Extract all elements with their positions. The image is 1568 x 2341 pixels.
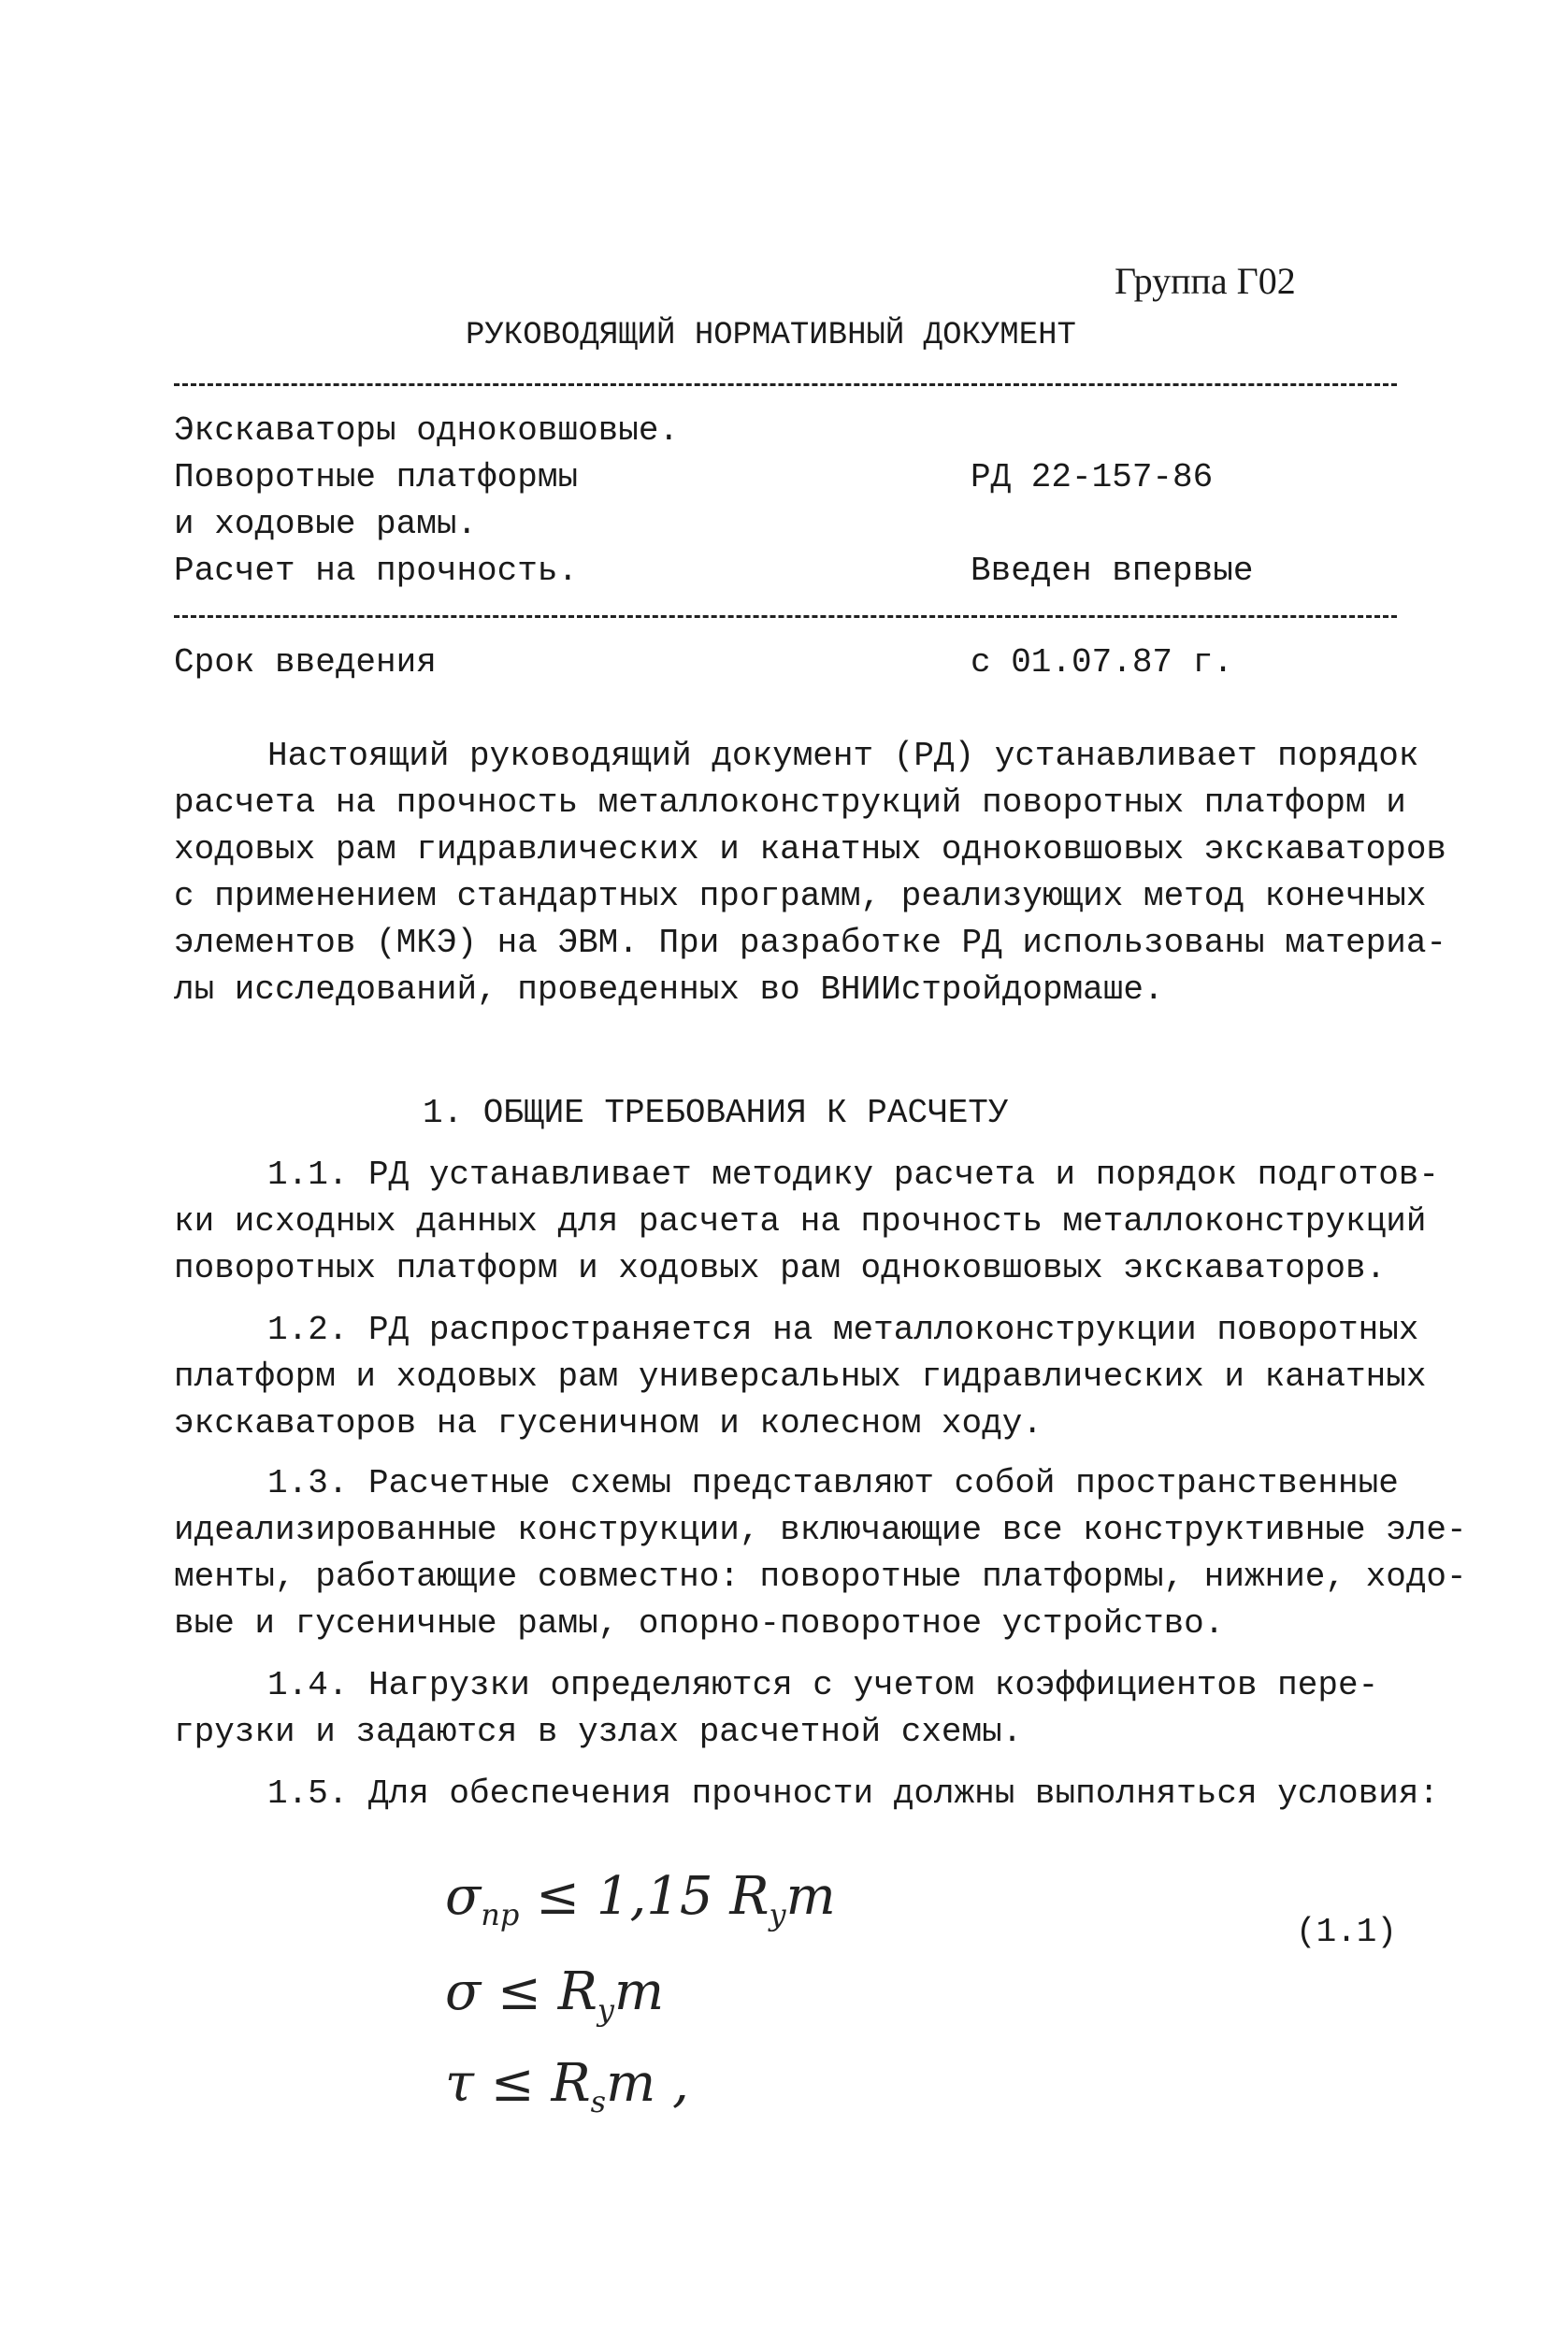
middle-rule bbox=[174, 615, 1397, 618]
formula-2-sub: y bbox=[597, 1992, 614, 2029]
clause-line: менты, работающие совместно: поворотные платформы, нижние, ходо- bbox=[174, 1558, 1467, 1596]
equation-number: (1.1) bbox=[1296, 1913, 1398, 1951]
clause-line: 1.2. РД распространяется на металлоконструкции поворотных bbox=[267, 1311, 1419, 1349]
clause-1-5 bbox=[174, 1771, 1440, 1817]
clause-line: идеализированные конструкции, включающие все конструктивные эле- bbox=[174, 1511, 1467, 1549]
formula-2 bbox=[445, 1961, 664, 2028]
clause-line: 1.3. Расчетные схемы представляют собой пространственные bbox=[267, 1464, 1399, 1502]
document-type-heading: РУКОВОДЯЩИЙ НОРМАТИВНЫЙ ДОКУМЕНТ bbox=[466, 318, 1076, 353]
formula-1-sub2: y bbox=[769, 1897, 786, 1933]
clause-1-3 bbox=[174, 1460, 1467, 1647]
formula-2-tail: m bbox=[614, 1961, 665, 2022]
formula-1-sigma: σ bbox=[445, 1866, 482, 1927]
clause-line: ки исходных данных для расчета на прочность металлоконструкций bbox=[174, 1202, 1427, 1241]
intro-line: Настоящий руководящий документ (РД) устанавливает порядок bbox=[267, 737, 1419, 775]
formula-1 bbox=[445, 1866, 836, 1932]
document-number: РД 22-157-86 bbox=[971, 458, 1214, 496]
clause-line: 1.4. Нагрузки определяются с учетом коэффициентов пере- bbox=[267, 1666, 1379, 1704]
clause-line: вые и гусеничные рамы, опорно-поворотное устройство. bbox=[174, 1604, 1225, 1643]
title-line-1: Экскаваторы одноковшовые. bbox=[174, 411, 680, 450]
effective-date-label: Срок введения bbox=[174, 643, 437, 682]
title-line-2: Поворотные платформы bbox=[174, 458, 579, 496]
document-status: Введен впервые bbox=[971, 552, 1254, 590]
intro-line: элементов (МКЭ) на ЭВМ. При разработке РД использованы материа- bbox=[174, 924, 1447, 962]
clause-line: 1.1. РД устанавливает методику расчета и порядок подготов- bbox=[267, 1156, 1440, 1194]
formula-1-rest: ≤ 1,15 R bbox=[519, 1866, 770, 1927]
section-heading: 1. ОБЩИЕ ТРЕБОВАНИЯ К РАСЧЕТУ bbox=[423, 1094, 1009, 1132]
clause-line: поворотных платформ и ходовых рам одноковшовых экскаваторов. bbox=[174, 1249, 1387, 1287]
clause-1-4 bbox=[174, 1662, 1399, 1756]
clause-line: 1.5. Для обеспечения прочности должны выполняться условия: bbox=[267, 1774, 1440, 1813]
formula-3 bbox=[445, 2053, 689, 2119]
clause-line: платформ и ходовых рам универсальных гидравлических и канатных bbox=[174, 1357, 1427, 1396]
title-line-4: Расчет на прочность. bbox=[174, 552, 579, 590]
intro-line: лы исследований, проведенных во ВНИИстройдормаше. bbox=[174, 970, 1164, 1009]
intro-line: расчета на прочность металлоконструкций поворотных платформ и bbox=[174, 783, 1406, 822]
group-label: Группа Г02 bbox=[1115, 260, 1296, 302]
formula-3-tail: m , bbox=[606, 2053, 689, 2114]
top-rule bbox=[174, 383, 1397, 386]
clause-line: экскаваторов на гусеничном и колесном ходу. bbox=[174, 1404, 1043, 1443]
formula-2-main: σ ≤ R bbox=[445, 1961, 597, 2022]
formula-1-tail: m bbox=[785, 1866, 836, 1927]
clause-1-1 bbox=[174, 1152, 1440, 1292]
intro-paragraph bbox=[174, 733, 1447, 1013]
intro-line: с применением стандартных программ, реализующих метод конечных bbox=[174, 877, 1427, 915]
formula-3-main: τ ≤ R bbox=[445, 2053, 591, 2114]
formula-3-sub: s bbox=[590, 2084, 607, 2120]
effective-date: с 01.07.87 г. bbox=[971, 643, 1233, 682]
clause-1-2 bbox=[174, 1307, 1427, 1447]
title-line-3: и ходовые рамы. bbox=[174, 505, 478, 543]
formula-1-sub: пр bbox=[481, 1897, 520, 1933]
intro-line: ходовых рам гидравлических и канатных одноковшовых экскаваторов bbox=[174, 830, 1447, 869]
clause-line: грузки и задаются в узлах расчетной схемы. bbox=[174, 1713, 1023, 1751]
